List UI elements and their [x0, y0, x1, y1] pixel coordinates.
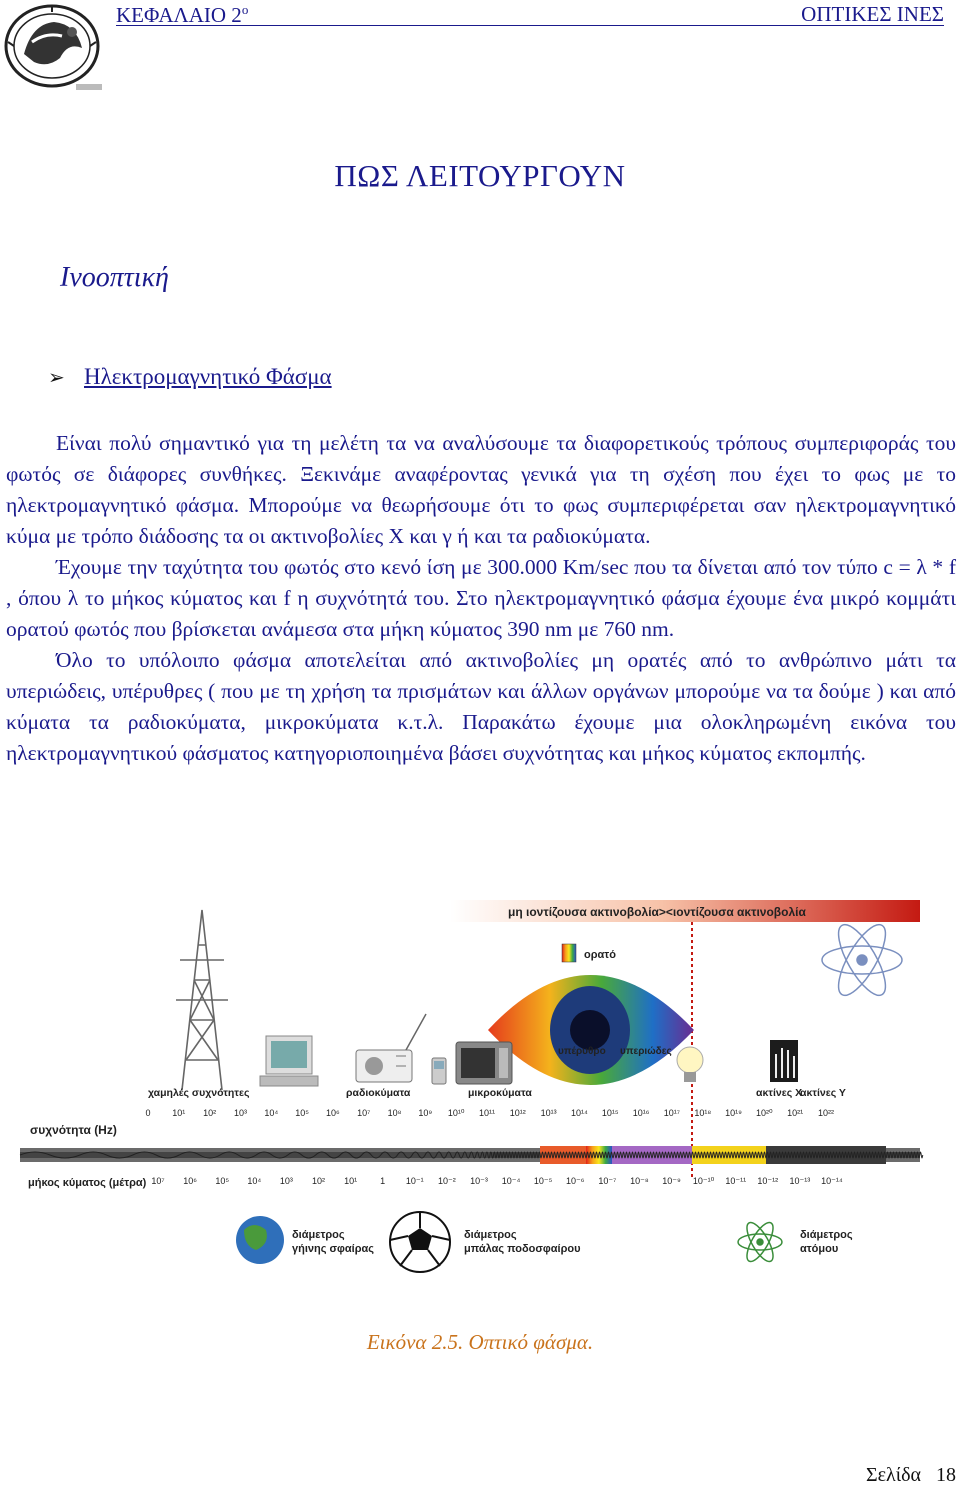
- page-number: 18: [936, 1464, 956, 1486]
- frequency-tick-label: 10⁴: [264, 1108, 279, 1118]
- frequency-tick-label: 10³: [233, 1108, 247, 1118]
- wavelength-tick-label: 10⁻¹³: [789, 1176, 811, 1186]
- power-pylon-icon: [176, 910, 228, 1090]
- wavelength-tick-label: 10⁵: [215, 1176, 230, 1186]
- uv-label: υπεριώδες: [620, 1046, 672, 1057]
- frequency-tick-label: 10⁷: [357, 1108, 371, 1118]
- frequency-tick-label: 10²¹: [787, 1108, 804, 1118]
- body-text: [6, 428, 956, 769]
- wavelength-tick-label: 10⁴: [247, 1176, 262, 1186]
- light-bulb-icon: [677, 1047, 703, 1082]
- wavelength-tick-label: 10⁻¹²: [757, 1176, 779, 1186]
- frequency-tick-label: 10¹⁸: [694, 1108, 712, 1118]
- page-footer: Σελίδα 18: [865, 1464, 956, 1486]
- visible-label: ορατό: [584, 949, 616, 961]
- arrow-bullet-icon: ➢: [48, 365, 65, 389]
- frequency-tick-label: 10²²: [817, 1108, 835, 1118]
- frequency-tick-label: 10¹²: [509, 1108, 526, 1118]
- band-label: ακτίνες Χ: [756, 1087, 803, 1099]
- x-ray-hand-icon: [770, 1040, 798, 1082]
- wavelength-tick-label: 10⁻⁷: [598, 1176, 617, 1186]
- band-label: ραδιοκύματα: [346, 1087, 411, 1099]
- mobile-phone-icon: [432, 1058, 446, 1084]
- paragraph: Έχουμε την ταχύτητα του φωτός στο κενό ίση με 300.000 Km/sec που τα δίνεται από τον τύπο c = λ * f , όπου λ το μήκος κύματος και f η συχνότητά του. Στο ηλεκτρομαγνητικό φάσμα έχουμε ένα μικρό κομμάτι ορατού φωτός που βρίσκεται ανάμεσα στα μήκη κύματος 390 nm με 760 nm.: [6, 555, 956, 641]
- em-spectrum-figure: [28, 890, 940, 1300]
- band-label: ακτίνες Υ: [800, 1087, 846, 1099]
- header-chapter: ΚΕΦΑΛΑΙΟ $2^o$: [116, 2, 249, 27]
- radio-icon: [356, 1014, 426, 1082]
- computer-icon: [260, 1036, 318, 1086]
- earth-icon: [236, 1216, 284, 1264]
- frequency-tick-label: 10¹: [172, 1108, 186, 1118]
- wavelength-tick-label: 10⁶: [183, 1176, 197, 1186]
- university-seal-logo: [2, 2, 114, 94]
- wavelength-tick-label: 10⁻⁴: [501, 1176, 521, 1186]
- wavelength-tick-label: 10²: [311, 1176, 325, 1186]
- scale-label-earth: διάμετρος γήινης σφαίρας: [292, 1229, 375, 1255]
- paragraph: Όλο το υπόλοιπο φάσμα αποτελείται από ακτινοβολίες μη ορατές από το ανθρώπινο μάτι τα υπεριώδεις, υπέρυθρες ( που με τη χρήση τα πρισμάτων και άλλων οργάνων μπορούμε να τα δούμε ) και από κύματα τα ραδιοκύματα, μικροκύματα κ.τ.λ. Παρακάτω έχουμε μια ολοκληρωμένη εικόνα του ηλεκτρομαγνητικού φάσματος κατηγοριοποιημένα βάσει συχνότητας και μήκος κύματος εκπομπής.: [6, 648, 956, 765]
- paragraph: Είναι πολύ σημαντικό για τη μελέτη τα να αναλύσουμε τα διαφορετικούς τρόπους συμπεριφοράς του φωτός σε διάφορες συνθήκες. Ξεκινάμε αναφέροντας γενικά για τη σχέση που έχει το φως με το ηλεκτρομαγνητικό φάσμα. Μπορούμε να θεωρήσουμε ότι το φως συμπεριφέρεται σαν ηλεκτρομαγνητικό κύμα με τρόπο διάδοσης τα οι ακτινοβολίες Χ και γ ή και τα ραδιοκύματα.: [6, 431, 956, 548]
- frequency-tick-label: 10¹⁵: [601, 1108, 619, 1118]
- wavelength-tick-label: 10⁻⁹: [662, 1176, 681, 1186]
- frequency-tick-label: 10⁵: [295, 1108, 309, 1118]
- frequency-tick-label: 0: [145, 1108, 151, 1118]
- wavelength-tick-label: 10⁻²: [437, 1176, 456, 1186]
- frequency-tick-label: 10¹¹: [478, 1108, 496, 1118]
- wavelength-tick-label: 10³: [279, 1176, 293, 1186]
- microwave-icon: [456, 1042, 512, 1084]
- frequency-tick-label: 10⁸: [387, 1108, 402, 1118]
- atom-small-icon: [738, 1219, 782, 1265]
- header-rule: [116, 25, 944, 26]
- wavelength-tick-label: 10¹: [344, 1176, 358, 1186]
- wavelength-tick-label: 10⁻¹: [405, 1176, 424, 1186]
- frequency-tick-label: 10¹³: [540, 1108, 557, 1118]
- wavelength-tick-label: 10⁻¹⁰: [692, 1176, 715, 1186]
- frequency-tick-label: 10⁹: [418, 1108, 433, 1118]
- frequency-tick-label: 10¹⁴: [571, 1108, 588, 1118]
- section-heading: [48, 364, 332, 390]
- frequency-tick-label: 10²: [203, 1108, 217, 1118]
- wavelength-tick-label: 10⁻³: [470, 1176, 488, 1186]
- frequency-tick-label: 10¹⁷: [663, 1108, 681, 1118]
- scale-label-ball: διάμετρος μπάλας ποδοσφαίρου: [464, 1229, 581, 1255]
- header-topic: ΟΠΤΙΚΕΣ ΙΝΕΣ: [801, 2, 944, 26]
- wavelength-tick-label: 10⁻⁸: [630, 1176, 649, 1186]
- frequency-tick-label: 10¹⁶: [632, 1108, 650, 1118]
- frequency-axis-label: συχνότητα (Hz): [30, 1123, 117, 1137]
- section-link[interactable]: Ηλεκτρομαγνητικό Φάσμα: [84, 364, 332, 389]
- wavelength-tick-label: 10⁻¹¹: [725, 1176, 747, 1186]
- section-subtitle: Ινοοπτική: [60, 262, 169, 293]
- band-label: μικροκύματα: [468, 1087, 532, 1099]
- atom-icon: [822, 918, 902, 1001]
- wavelength-tick-label: 1: [380, 1176, 386, 1186]
- figure-caption: Εικόνα 2.5. Οπτικό φάσμα.: [366, 1330, 594, 1354]
- soccer-ball-icon: [390, 1212, 450, 1272]
- ir-label: υπέρυθρο: [558, 1046, 606, 1057]
- band-label: χαμηλές συχνότητες: [148, 1087, 250, 1099]
- wavelength-tick-label: 10⁷: [151, 1176, 165, 1186]
- page-title: ΠΩΣ ΛΕΙΤΟΥΡΓΟΥΝ: [334, 158, 626, 193]
- wavelength-tick-label: 10⁻⁶: [566, 1176, 585, 1186]
- frequency-tick-label: 10²⁰: [756, 1108, 773, 1118]
- frequency-tick-label: 10¹⁹: [725, 1108, 742, 1118]
- wavelength-tick-label: 10⁻¹⁴: [821, 1176, 843, 1186]
- frequency-tick-label: 10¹⁰: [447, 1108, 465, 1118]
- wavelength-tick-label: 10⁻⁵: [533, 1176, 553, 1186]
- ionizing-banner-text: μη ιοντίζουσα ακτινοβολία><ιοντίζουσα ακτινοβολία: [508, 905, 806, 919]
- frequency-tick-label: 10⁶: [326, 1108, 340, 1118]
- scale-label-atom: διάμετρος ατόμου: [800, 1229, 853, 1255]
- wavelength-axis-label: μήκος κύματος (μέτρα): [28, 1177, 147, 1189]
